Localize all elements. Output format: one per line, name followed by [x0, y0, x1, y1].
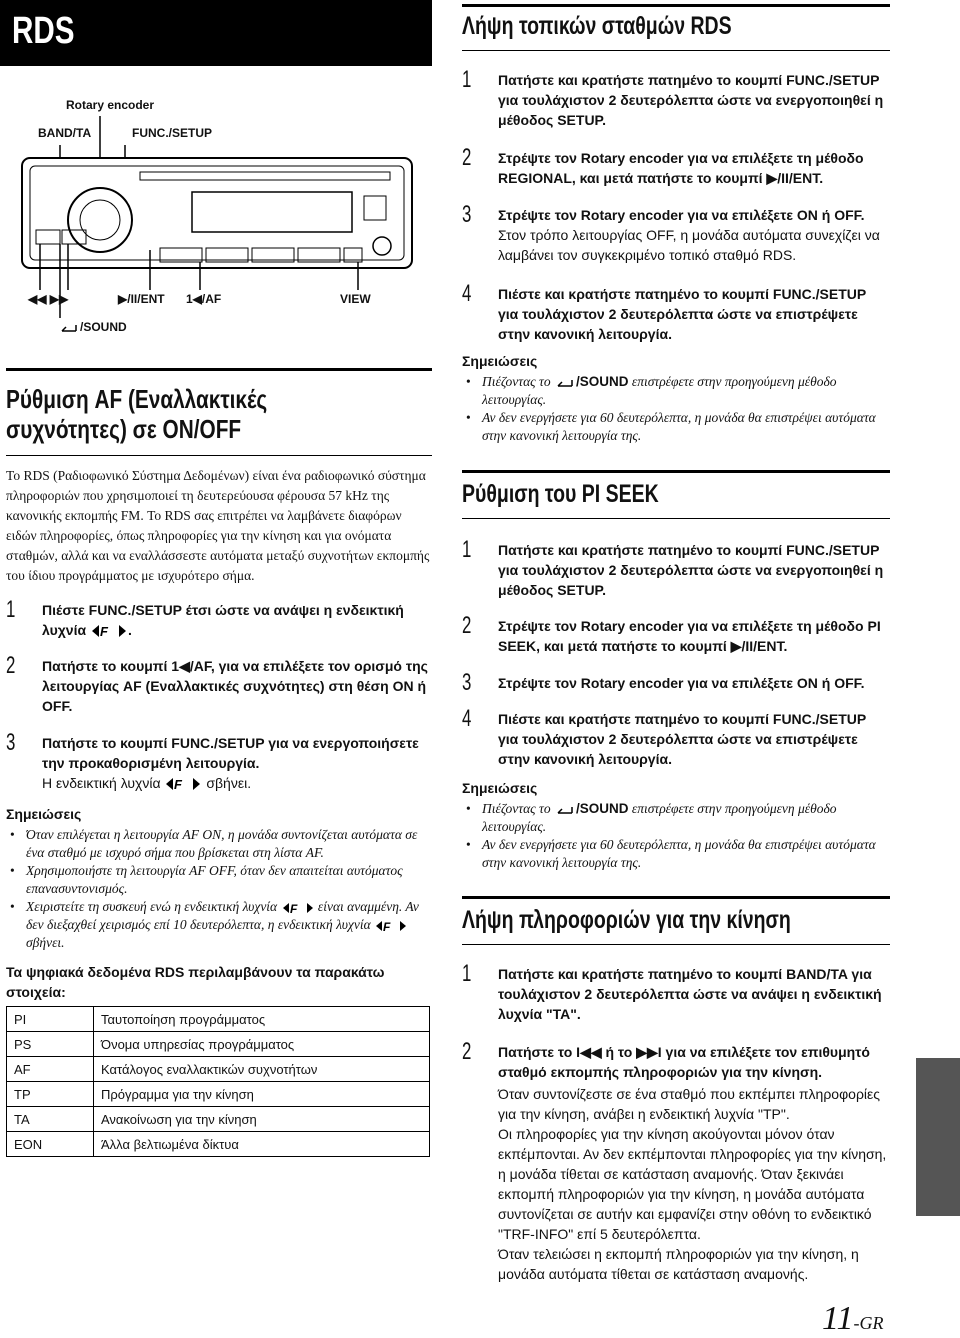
label-band-ta: BAND/TA — [38, 126, 92, 140]
left-note-2: • Χρησιμοποιήστε τη λειτουργία AF OFF, όταν δεν απαιτείται αυτόματος επανασυντονισμός. — [6, 862, 430, 898]
left-title-rule — [6, 368, 432, 371]
left-notes — [6, 826, 430, 952]
table-row: TP Πρόγραμμα για την κίνηση — [7, 1082, 430, 1107]
sec2-title-rule — [462, 470, 890, 473]
sec2-notes-heading: Σημειώσεις — [462, 780, 538, 796]
svg-text:F: F — [99, 624, 108, 640]
table-row: PS Όνομα υπηρεσίας προγράμματος — [7, 1032, 430, 1057]
label-rotary-encoder: Rotary encoder — [66, 98, 155, 112]
label-seek: ◀◀ ▶▶ — [28, 292, 69, 306]
sec2-note-2: • Αν δεν ενεργήσετε για 60 δευτερόλεπτα, η μονάδα θα επιστρέψει αυτόματα στην κανονική λειτουργία της. — [462, 836, 888, 872]
sec1-notes-heading: Σημειώσεις — [462, 353, 538, 369]
sec3-title-rule — [462, 896, 890, 899]
af-indicator-icon — [164, 776, 202, 792]
af-indicator-icon — [281, 901, 315, 915]
sec2-title: Ρύθμιση του PI SEEK — [462, 480, 659, 508]
left-section-title: Ρύθμιση AF (Εναλλακτικές συχνότητες) σε ON/OFF — [6, 384, 268, 444]
sec1-note-2: • Αν δεν ενεργήσετε για 60 δευτερόλεπτα, η μονάδα θα επιστρέψει αυτόματα στην κανονική λειτουργία της. — [462, 409, 888, 445]
table-row: AF Κατάλογος εναλλακτικών συχνοτήτων — [7, 1057, 430, 1082]
af-indicator-icon — [374, 919, 408, 933]
label-sound: /SOUND — [58, 320, 127, 334]
return-icon — [554, 377, 576, 389]
sec3-title-underline — [462, 944, 890, 945]
rds-table — [6, 1006, 430, 1157]
rds-table-heading: Τα ψηφιακά δεδομένα RDS περιλαμβάνουν τα παρακάτω στοιχεία: — [6, 964, 385, 1000]
label-af: 1◀/AF — [186, 292, 222, 306]
left-title-underline — [6, 455, 432, 456]
table-row: TA Ανακοίνωση για την κίνηση — [7, 1107, 430, 1132]
left-note-1: • Όταν επιλέγεται η λειτουργία AF ON, η μονάδα συντονίζεται αυτόματα σε ένα σταθμό με ισχυρό σήμα που βρίσκεται στη λίστα AF. — [6, 826, 430, 862]
sec2-notes — [462, 800, 888, 872]
device-diagram — [0, 90, 432, 350]
sec1-note-1: • Πιέζοντας το /SOUND επιστρέφετε στην προηγούμενη μέθοδο λειτουργίας. — [462, 373, 888, 409]
left-intro: Το RDS (Ραδιοφωνικό Σύστημα Δεδομένων) είναι ένα ραδιοφωνικό σύστημα πληροφοριών που χρησιμοποιεί τη δευτερεύουσα φέρουσα 57 kHz της κανονικής εκπομπής FM. Το RDS σας επιτρέπει να λαμβάνετε διαφόρων ειδών πληροφορίες, όπως πληροφορίες για την κίνηση και για ονόματα σταθμών, αλλά και να εναλλάσσεστε αυτόματα μεταξύ συχνοτήτων εκπομπής του ίδιου προγράμματος με ισχυρότερο σήμα. — [6, 468, 430, 583]
label-func-setup: FUNC./SETUP — [132, 126, 213, 140]
return-icon — [58, 322, 80, 334]
svg-text:F: F — [174, 777, 183, 793]
sec1-title-underline — [462, 50, 890, 51]
return-icon — [554, 804, 576, 816]
car-stereo-illustration — [0, 90, 432, 350]
left-notes-heading: Σημειώσεις — [6, 806, 82, 822]
left-note-3: • Χειριστείτε τη συσκευή ενώ η ενδεικτική λυχνία F είναι αναμμένη. Αν δεν διεξαχθεί χειρισμός επί 10 δευτερόλεπτα, η ενδεικτική λυχνία F σβήνει. — [6, 898, 430, 952]
sec1-notes — [462, 373, 888, 445]
label-view: VIEW — [340, 292, 371, 306]
page-number: 11-GR — [822, 1300, 884, 1337]
table-row: EON Άλλα βελτιωμένα δίκτυα — [7, 1132, 430, 1157]
section-tab-label: RDS — [12, 10, 75, 52]
sec1-title-rule — [462, 4, 890, 7]
label-play-ent: ▶/II/ENT — [118, 292, 165, 306]
side-tab — [916, 1058, 960, 1216]
sec1-title: Λήψη τοπικών σταθμών RDS — [462, 12, 732, 40]
table-row: PI Ταυτοποίηση προγράμματος — [7, 1007, 430, 1032]
sec2-title-underline — [462, 518, 890, 519]
svg-text:F: F — [289, 901, 297, 915]
af-indicator-icon — [90, 623, 128, 639]
sec3-title: Λήψη πληροφοριών για την κίνηση — [462, 906, 791, 934]
svg-text:F: F — [383, 919, 391, 933]
sec2-note-1: • Πιέζοντας το /SOUND επιστρέφετε στην προηγούμενη μέθοδο λειτουργίας. — [462, 800, 888, 836]
